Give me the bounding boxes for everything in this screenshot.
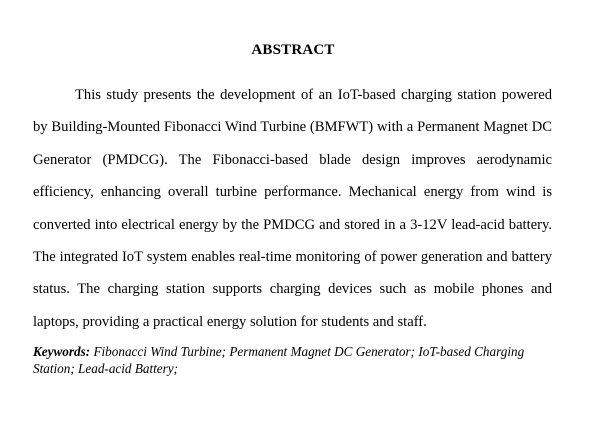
abstract-body-paragraph: This study presents the development of an IoT-based charging station powered by Building-Mounted Fibonacci Wind Turbine (BMFWT) with a Permanent Magnet DC Generator (PMDCG). The Fibonacci-based blade design improves aerodynamic efficiency, enhancing overall turbine performance. Mechanical energy from wind is converted into electrical energy by the PMDCG and stored in a 3-12V lead-acid battery. The integrated IoT system enables real-time monitoring of power generation and battery status. The charging station supports charging devices such as mobile phones and laptops, providing a practical energy solution for students and staff. (33, 87, 552, 330)
keywords-text: Fibonacci Wind Turbine; Permanent Magnet DC Generator; IoT-based Charging Station; Lead-acid Battery; (33, 344, 525, 376)
keywords-label: Keywords: (33, 344, 91, 359)
abstract-heading: ABSTRACT (251, 42, 335, 58)
keywords-line (33, 343, 553, 377)
